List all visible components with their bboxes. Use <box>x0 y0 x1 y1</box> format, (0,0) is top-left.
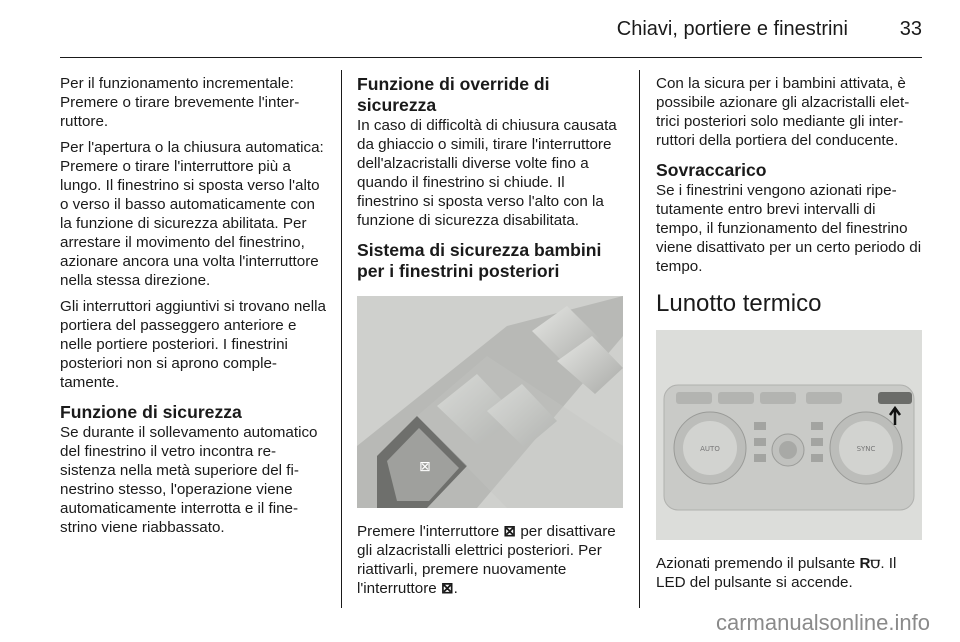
knob-right-label: SYNC <box>856 445 876 453</box>
child-lock-icon: ⊠ <box>503 523 517 540</box>
heading-safety-function: Funzione di sicurezza <box>60 402 242 422</box>
column-divider-1 <box>341 70 342 608</box>
rear-defrost-button <box>878 392 912 404</box>
paragraph-overload: Se i finestrini vengono azionati ripetutamente entro brevi intervalli di tempo, il funzionamento del finestrino viene disattivato per un certo periodo di tempo. <box>656 182 922 275</box>
paragraph-safety-function: Se durante il sollevamento automatico del finestrino il vetro incontra resistenza nella metà superiore del finestrino stesso, l'operazione viene automaticamente interrotta e il finestrino viene riabbassato. <box>60 424 318 536</box>
paragraph-additional-switches: Gli interruttori aggiuntivi si trovano nella portiera del passeggero anteriore e nelle portiere posteriori. I finestrini posteriori non si aprono completamente. <box>60 298 326 391</box>
heading-overload: Sovraccarico <box>656 160 767 180</box>
child-lock-symbol-icon: ⊠ <box>419 459 431 475</box>
heading-heated-rear-window: Lunotto termico <box>656 290 822 317</box>
paragraph-safety-override: In caso di difficoltà di chiusura causata da ghiaccio o simili, tirare l'interruttore dell'alzacristalli diverse volte fino a quando il finestrino si chiude. Il finestrino si sposta verso l'alto con la funzione di sicurezza disabilitata. <box>357 117 617 229</box>
page-number: 33 <box>899 18 922 40</box>
knob-left-label: AUTO <box>700 445 720 453</box>
climate-panel-photo <box>656 330 922 540</box>
window-switch-photo <box>357 296 623 508</box>
heading-safety-override: Funzione di override di sicurezza <box>357 74 550 115</box>
paragraph-rear-defrost: Azionati premendo il pulsante R⩌. Il LED del pulsante si accende. <box>656 555 897 591</box>
paragraph-incremental: Per il funzionamento incrementale: Premere o tirare brevemente l'interruttore. <box>60 75 300 130</box>
rear-defrost-icon: R⩌ <box>859 555 881 572</box>
column-1 <box>60 74 326 544</box>
chapter-title: Chiavi, portiere e finestrini <box>616 18 848 40</box>
page-header <box>60 0 922 56</box>
heading-child-safety: Sistema di sicurezza bambini per i finestrini posteriori <box>357 240 602 281</box>
column-3 <box>656 74 922 599</box>
watermark: carmanualsonline.info <box>715 610 930 635</box>
child-lock-icon-2: ⊠ <box>440 580 454 597</box>
header-rule <box>60 57 922 58</box>
paragraph-child-safety: Premere l'interruttore ⊠ per disattivare gli alzacristalli elettrici posteriori. Per riattivarli, premere nuovamente l'interruttore ⊠. <box>357 523 616 597</box>
column-divider-2 <box>639 70 640 608</box>
column-2 <box>357 74 623 605</box>
paragraph-automatic: Per l'apertura o la chiusura automatica: Premere o tirare l'interruttore più a lungo. Il finestrino si sposta verso l'alto o verso il basso automaticamente con la funzione di sicurezza abilitata. Per arrestare il movimento del finestrino, azionare ancora una volta l'interruttore nella stessa direzione. <box>60 139 324 289</box>
paragraph-child-lock-active: Con la sicura per i bambini attivata, è possibile azionare gli alzacristalli elettrici posteriori solo mediante gli interruttori della portiera del conducente. <box>656 75 910 149</box>
